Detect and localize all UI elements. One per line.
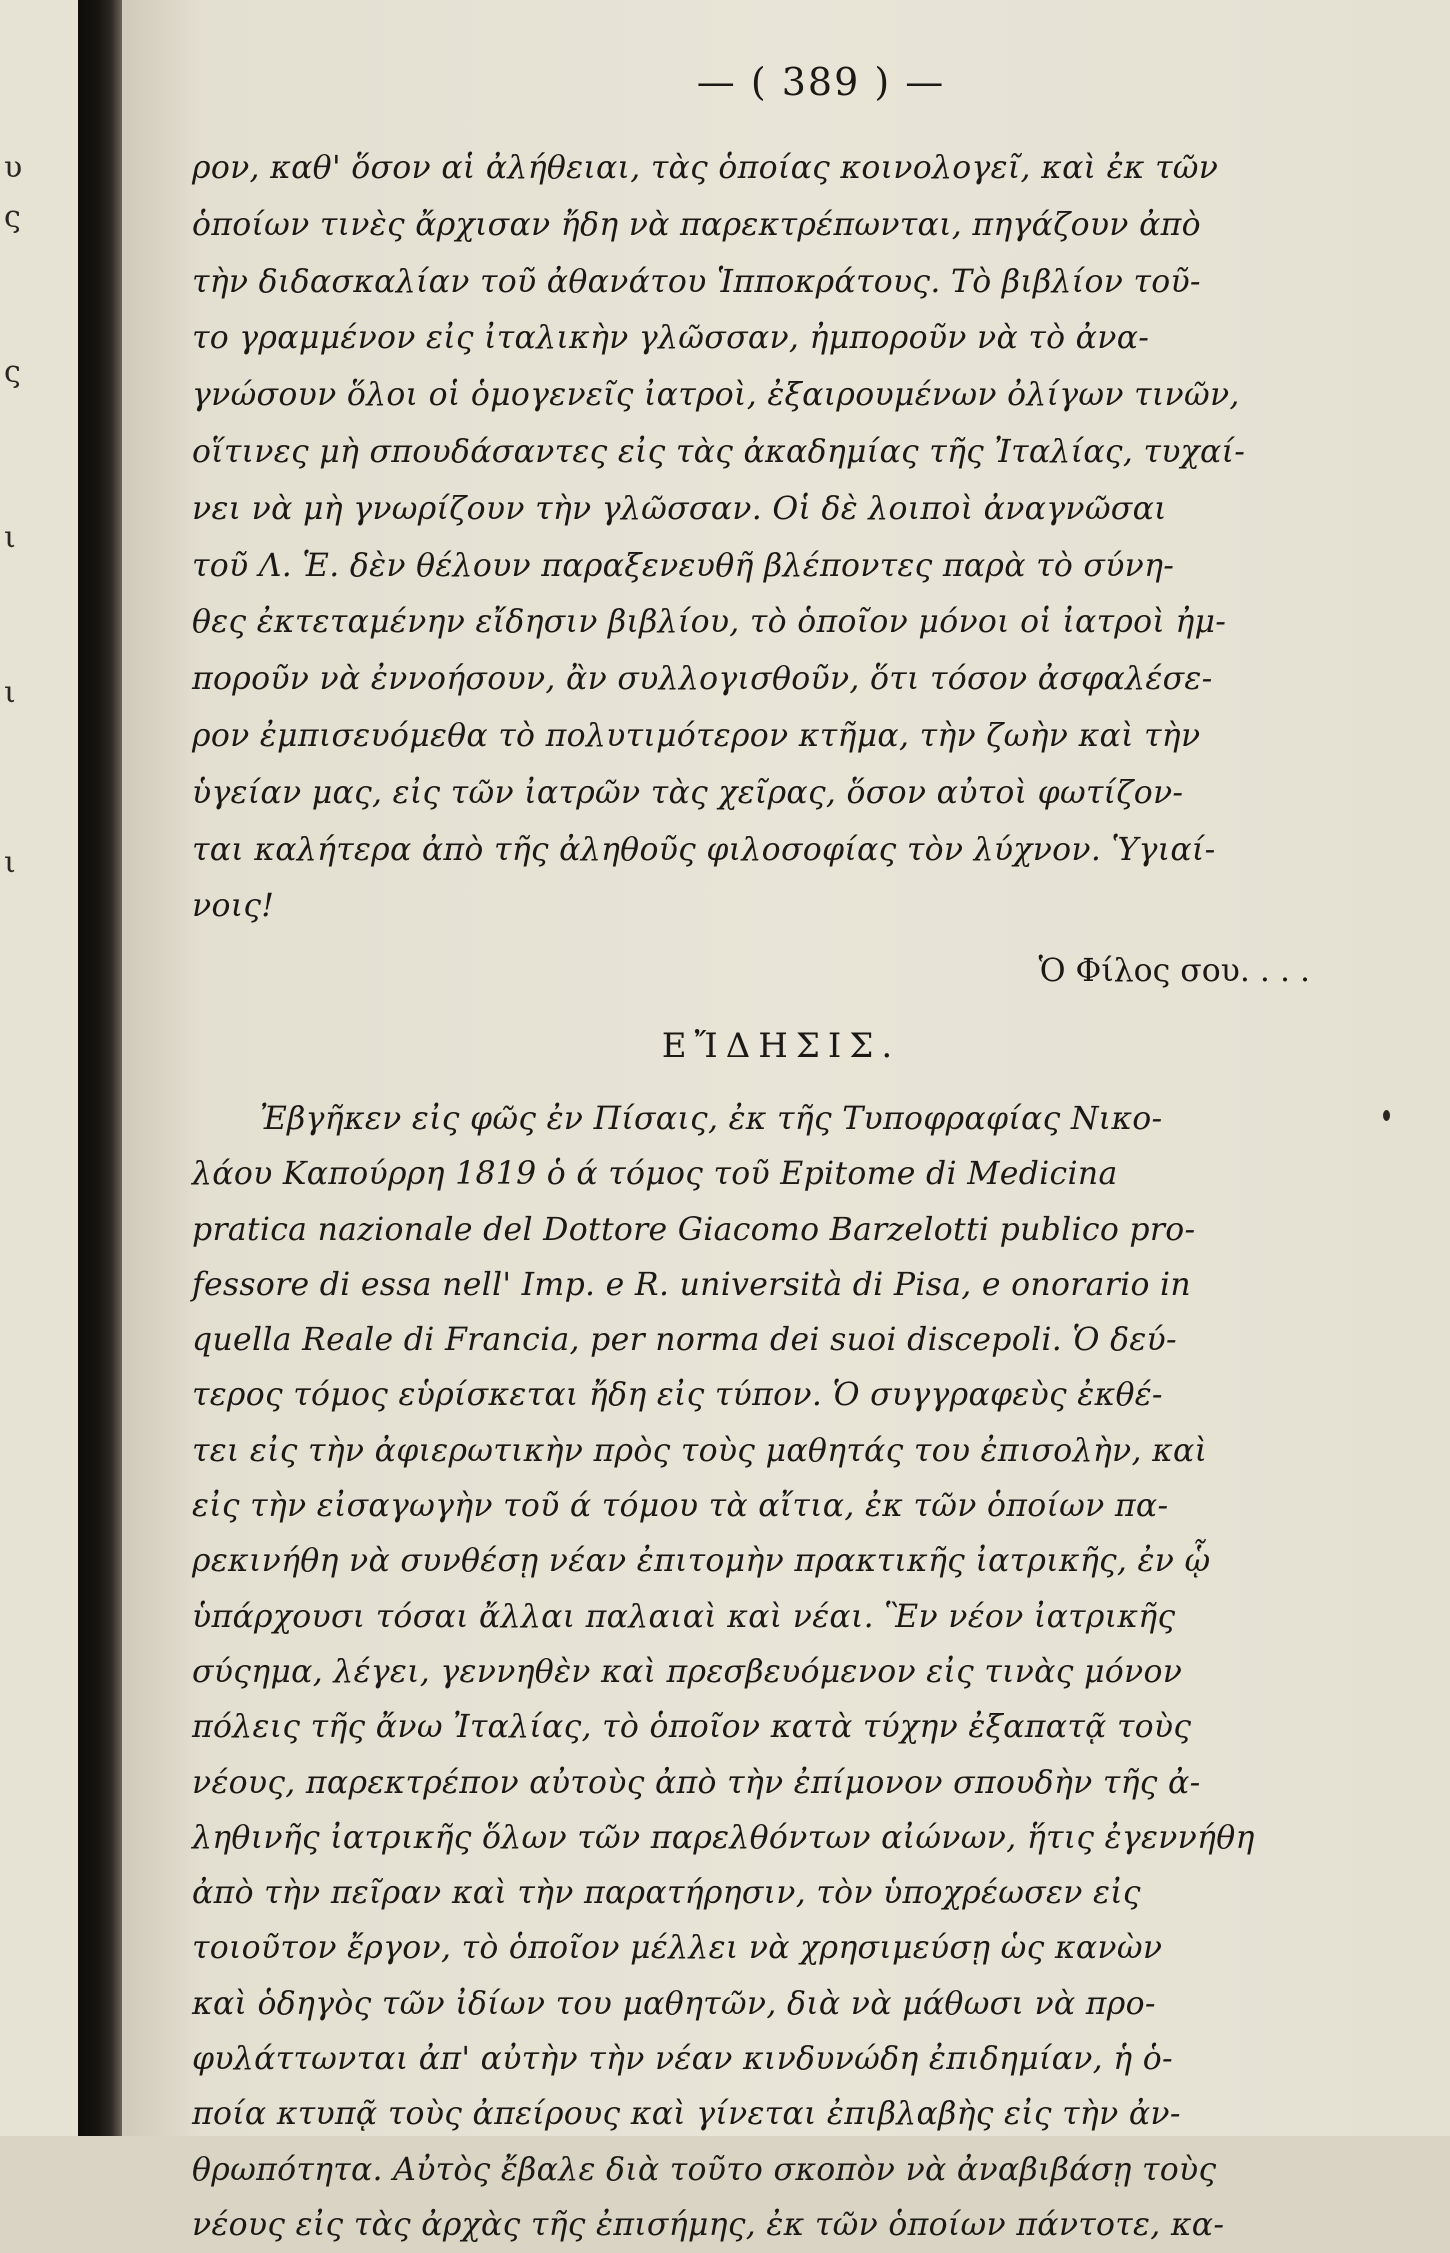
book-gutter bbox=[78, 0, 122, 2136]
text-line: ρον, καθ' ὅσον αἱ ἀλήθειαι, τὰς ὁποίας κοινολογεῖ, καὶ ἐκ τῶν bbox=[192, 150, 1219, 186]
left-page-edge bbox=[0, 0, 78, 2136]
text-line: νοις! bbox=[192, 888, 275, 925]
text-line: ποροῦν νὰ ἐννοήσουν, ἂν συλλογισθοῦν, ὅτι τόσον ἀσφαλέσε- bbox=[192, 661, 1213, 698]
left-mark: ς bbox=[4, 355, 21, 390]
text-line: οἵτινες μὴ σπουδάσαντες εἰς τὰς ἀκαδημίας τῆς Ἰταλίας, τυχαί- bbox=[192, 433, 1246, 470]
text-line: ρον ἐμπισευόμεθα τὸ πολυτιμότερον κτῆμα, τὴν ζωὴν καὶ τὴν bbox=[192, 717, 1201, 754]
page-number: — ( 389 ) — bbox=[696, 60, 946, 104]
text-line: ἀπὸ τὴν πεῖραν καὶ τὴν παρατήρησιν, τὸν ὑποχρέωσεν εἰς bbox=[192, 1875, 1141, 1912]
text-line: τερος τόμος εὑρίσκεται ἤδη εἰς τύπον. Ὁ συγγραφεὺς ἐκθέ- bbox=[192, 1377, 1163, 1414]
text-line: νέους εἰς τὰς ἀρχὰς τῆς ἐπισήμης, ἐκ τῶν ὁποίων πάντοτε, κα- bbox=[192, 2206, 1225, 2243]
book-page bbox=[122, 0, 1450, 2243]
text-line: ρεκινήθη νὰ συνθέσῃ νέαν ἐπιτομὴν πρακτικῆς ἰατρικῆς, ἐν ᾧ bbox=[192, 1543, 1211, 1580]
text-line: νει νὰ μὴ γνωρίζουν τὴν γλῶσσαν. Οἱ δὲ λοιποὶ ἀναγνῶσαι bbox=[192, 490, 1167, 527]
text-line: φυλάττωνται ἀπ' αὐτὴν τὴν νέαν κινδυνώδη ἐπιδημίαν, ἡ ὁ- bbox=[192, 2041, 1173, 2077]
text-line: ληθινῆς ἰατρικῆς ὅλων τῶν παρελθόντων αἰώνων, ἥτις ἐγεννήθη bbox=[192, 1819, 1255, 1856]
left-mark: ι bbox=[4, 520, 16, 555]
text-line: νέους, παρεκτρέπον αὐτοὺς ἀπὸ τὴν ἐπίμονον σπουδὴν τῆς ἀ- bbox=[192, 1764, 1201, 1801]
text-line: σύςημα, λέγει, γεννηθὲν καὶ πρεσβευόμενον εἰς τινὰς μόνον bbox=[192, 1653, 1183, 1690]
text-line: quella Reale di Francia, per norma dei suoi discepoli. Ὁ δεύ- bbox=[192, 1322, 1177, 1359]
text-line: τει εἰς τὴν ἀφιερωτικὴν πρὸς τοὺς μαθητάς του ἐπισολὴν, καὶ bbox=[192, 1432, 1208, 1469]
letter-signature: Ὁ Φίλος σου. . . . bbox=[1038, 953, 1310, 990]
text-line: το γραμμένον εἰς ἰταλικὴν γλῶσσαν, ἠμποροῦν νὰ τὸ ἀνα- bbox=[192, 320, 1150, 357]
text-line: τοιοῦτον ἔργον, τὸ ὁποῖον μέλλει νὰ χρησιμεύσῃ ὡς κανὼν bbox=[192, 1930, 1163, 1967]
text-line: τοῦ Λ. Ἑ. δὲν θέλουν παραξενευθῆ βλέποντες παρὰ τὸ σύνη- bbox=[192, 547, 1175, 584]
left-mark: υ bbox=[4, 150, 23, 185]
text-line: θες ἐκτεταμένην εἴδησιν βιβλίου, τὸ ὁποῖον μόνοι οἱ ἰατροὶ ἠμ- bbox=[192, 604, 1227, 641]
text-line: Ἐβγῆκεν εἰς φῶς ἐν Πίσαις, ἐκ τῆς Τυποφραφίας Νικο- bbox=[260, 1100, 1163, 1137]
page-text bbox=[192, 60, 1330, 2253]
text-line: ὁποίων τινὲς ἄρχισαν ἤδη νὰ παρεκτρέπωνται, πηγάζουν ἀπὸ bbox=[192, 206, 1201, 243]
text-line: ὑπάρχουσι τόσαι ἄλλαι παλαιαὶ καὶ νέαι. Ἓν νέον ἰατρικῆς bbox=[192, 1598, 1176, 1635]
left-mark: ς bbox=[4, 200, 21, 235]
ink-speck bbox=[1383, 1110, 1390, 1121]
text-line: εἰς τὴν εἰσαγωγὴν τοῦ ά τόμου τὰ αἴτια, ἐκ τῶν ὁποίων πα- bbox=[192, 1488, 1169, 1525]
text-line: ὑγείαν μας, εἰς τῶν ἰατρῶν τὰς χεῖρας, ὅσον αὐτοὶ φωτίζον- bbox=[192, 774, 1184, 811]
section-heading: ΕἼΔΗΣΙΣ. bbox=[661, 1025, 901, 1066]
text-line: ποία κτυπᾷ τοὺς ἀπείρους καὶ γίνεται ἐπιβλαβὴς εἰς τὴν ἀν- bbox=[192, 2096, 1181, 2133]
text-line: fessore di essa nell' Imp. e R. università di Pisa, e onorario in bbox=[192, 1266, 1191, 1303]
text-line: γνώσουν ὅλοι οἱ ὁμογενεῖς ἰατροὶ, ἐξαιρουμένων ὀλίγων τινῶν, bbox=[192, 377, 1240, 414]
text-line: λάου Καπούρρη 1819 ὁ ά τόμος τοῦ Epitome di Medicina bbox=[192, 1156, 1118, 1193]
text-line: ται καλήτερα ἀπὸ τῆς ἀληθοῦς φιλοσοφίας τὸν λύχνον. Ὑγιαί- bbox=[192, 831, 1216, 868]
left-mark: ι bbox=[4, 845, 16, 880]
letter-paragraph bbox=[192, 140, 1330, 935]
notice-paragraph bbox=[192, 1092, 1330, 2253]
text-line: πόλεις τῆς ἄνω Ἰταλίας, τὸ ὁποῖον κατὰ τύχην ἐξαπατᾷ τοὺς bbox=[192, 1709, 1192, 1746]
text-line: θρωπότητα. Αὐτὸς ἔβαλε διὰ τοῦτο σκοπὸν νὰ ἀναβιβάσῃ τοὺς bbox=[192, 2151, 1217, 2188]
left-mark: ι bbox=[4, 675, 16, 710]
left-page-marks bbox=[0, 0, 78, 2136]
text-line: καὶ ὁδηγὸς τῶν ἰδίων του μαθητῶν, διὰ νὰ μάθωσι νὰ προ- bbox=[192, 1985, 1156, 2022]
text-line: pratica nazionale del Dottore Giacomo Barzelotti publico pro- bbox=[192, 1211, 1196, 1248]
text-line: τὴν διδασκαλίαν τοῦ ἀθανάτου Ἱπποκράτους. Τὸ βιβλίον τοῦ- bbox=[192, 263, 1201, 300]
